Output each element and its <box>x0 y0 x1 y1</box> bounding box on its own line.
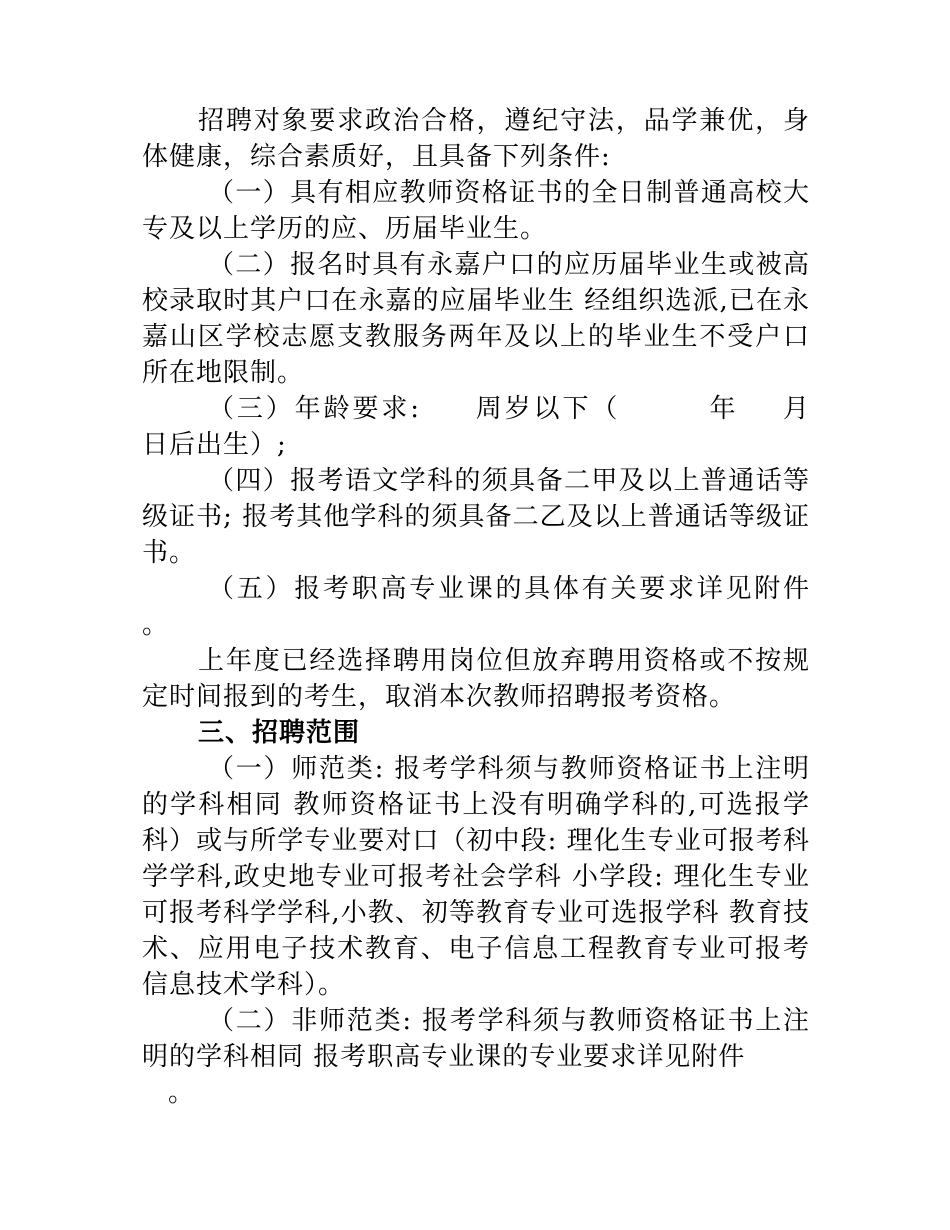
condition-5-paragraph: （五）报考职高专业课的具体有关要求详见附件 。 <box>142 574 838 640</box>
condition-4-paragraph: （四）报考语文学科的须具备二甲及以上普通话等级证书; 报考其他学科的须具备二乙及以上普通话等级证书。 <box>142 466 810 568</box>
condition-3-paragraph: （三）年龄要求: 周岁以下（ 年 月 日后出生）; <box>142 394 848 460</box>
section-3-title: 三、招聘范围 <box>198 718 361 748</box>
condition-2-paragraph: （二）报名时具有永嘉户口的应历届毕业生或被高校录取时其户口在永嘉的应届毕业生 经组织选派,已在永嘉山区学校志愿支教服务两年及以上的毕业生不受户口所在地限制。 <box>142 250 810 388</box>
intro-paragraph: 招聘对象要求政治合格，遵纪守法，品学兼优，身体健康，综合素质好，且具备下列条件: <box>142 106 810 172</box>
disqualification-note: 上年度已经选择聘用岗位但放弃聘用资格或不按规定时间报到的考生，取消本次教师招聘报考资格。 <box>142 646 810 712</box>
condition-1-paragraph: （一）具有相应教师资格证书的全日制普通高校大专及以上学历的应、历届毕业生。 <box>142 178 810 244</box>
scope-2-paragraph: （二）非师范类: 报考学科须与教师资格证书上注明的学科相同 报考职高专业课的专业要求详见附件 <box>142 1006 810 1072</box>
scope-1-paragraph: （一）师范类: 报考学科须与教师资格证书上注明的学科相同 教师资格证书上没有明确学科的,可选报学科）或与所学专业要对口（初中段: 理化生专业可报考科学学科,政史地专业可报考社会学科 小学段: 理化生专业可报考科学学科,小教、初等教育专业可选报学科 教育技术、应用电子技术教育、电子信息工程教育专业可报考信息技术学科）。 <box>142 754 810 1000</box>
scope-2-tail: 。 <box>168 1078 195 1108</box>
document-body <box>142 103 848 1111</box>
